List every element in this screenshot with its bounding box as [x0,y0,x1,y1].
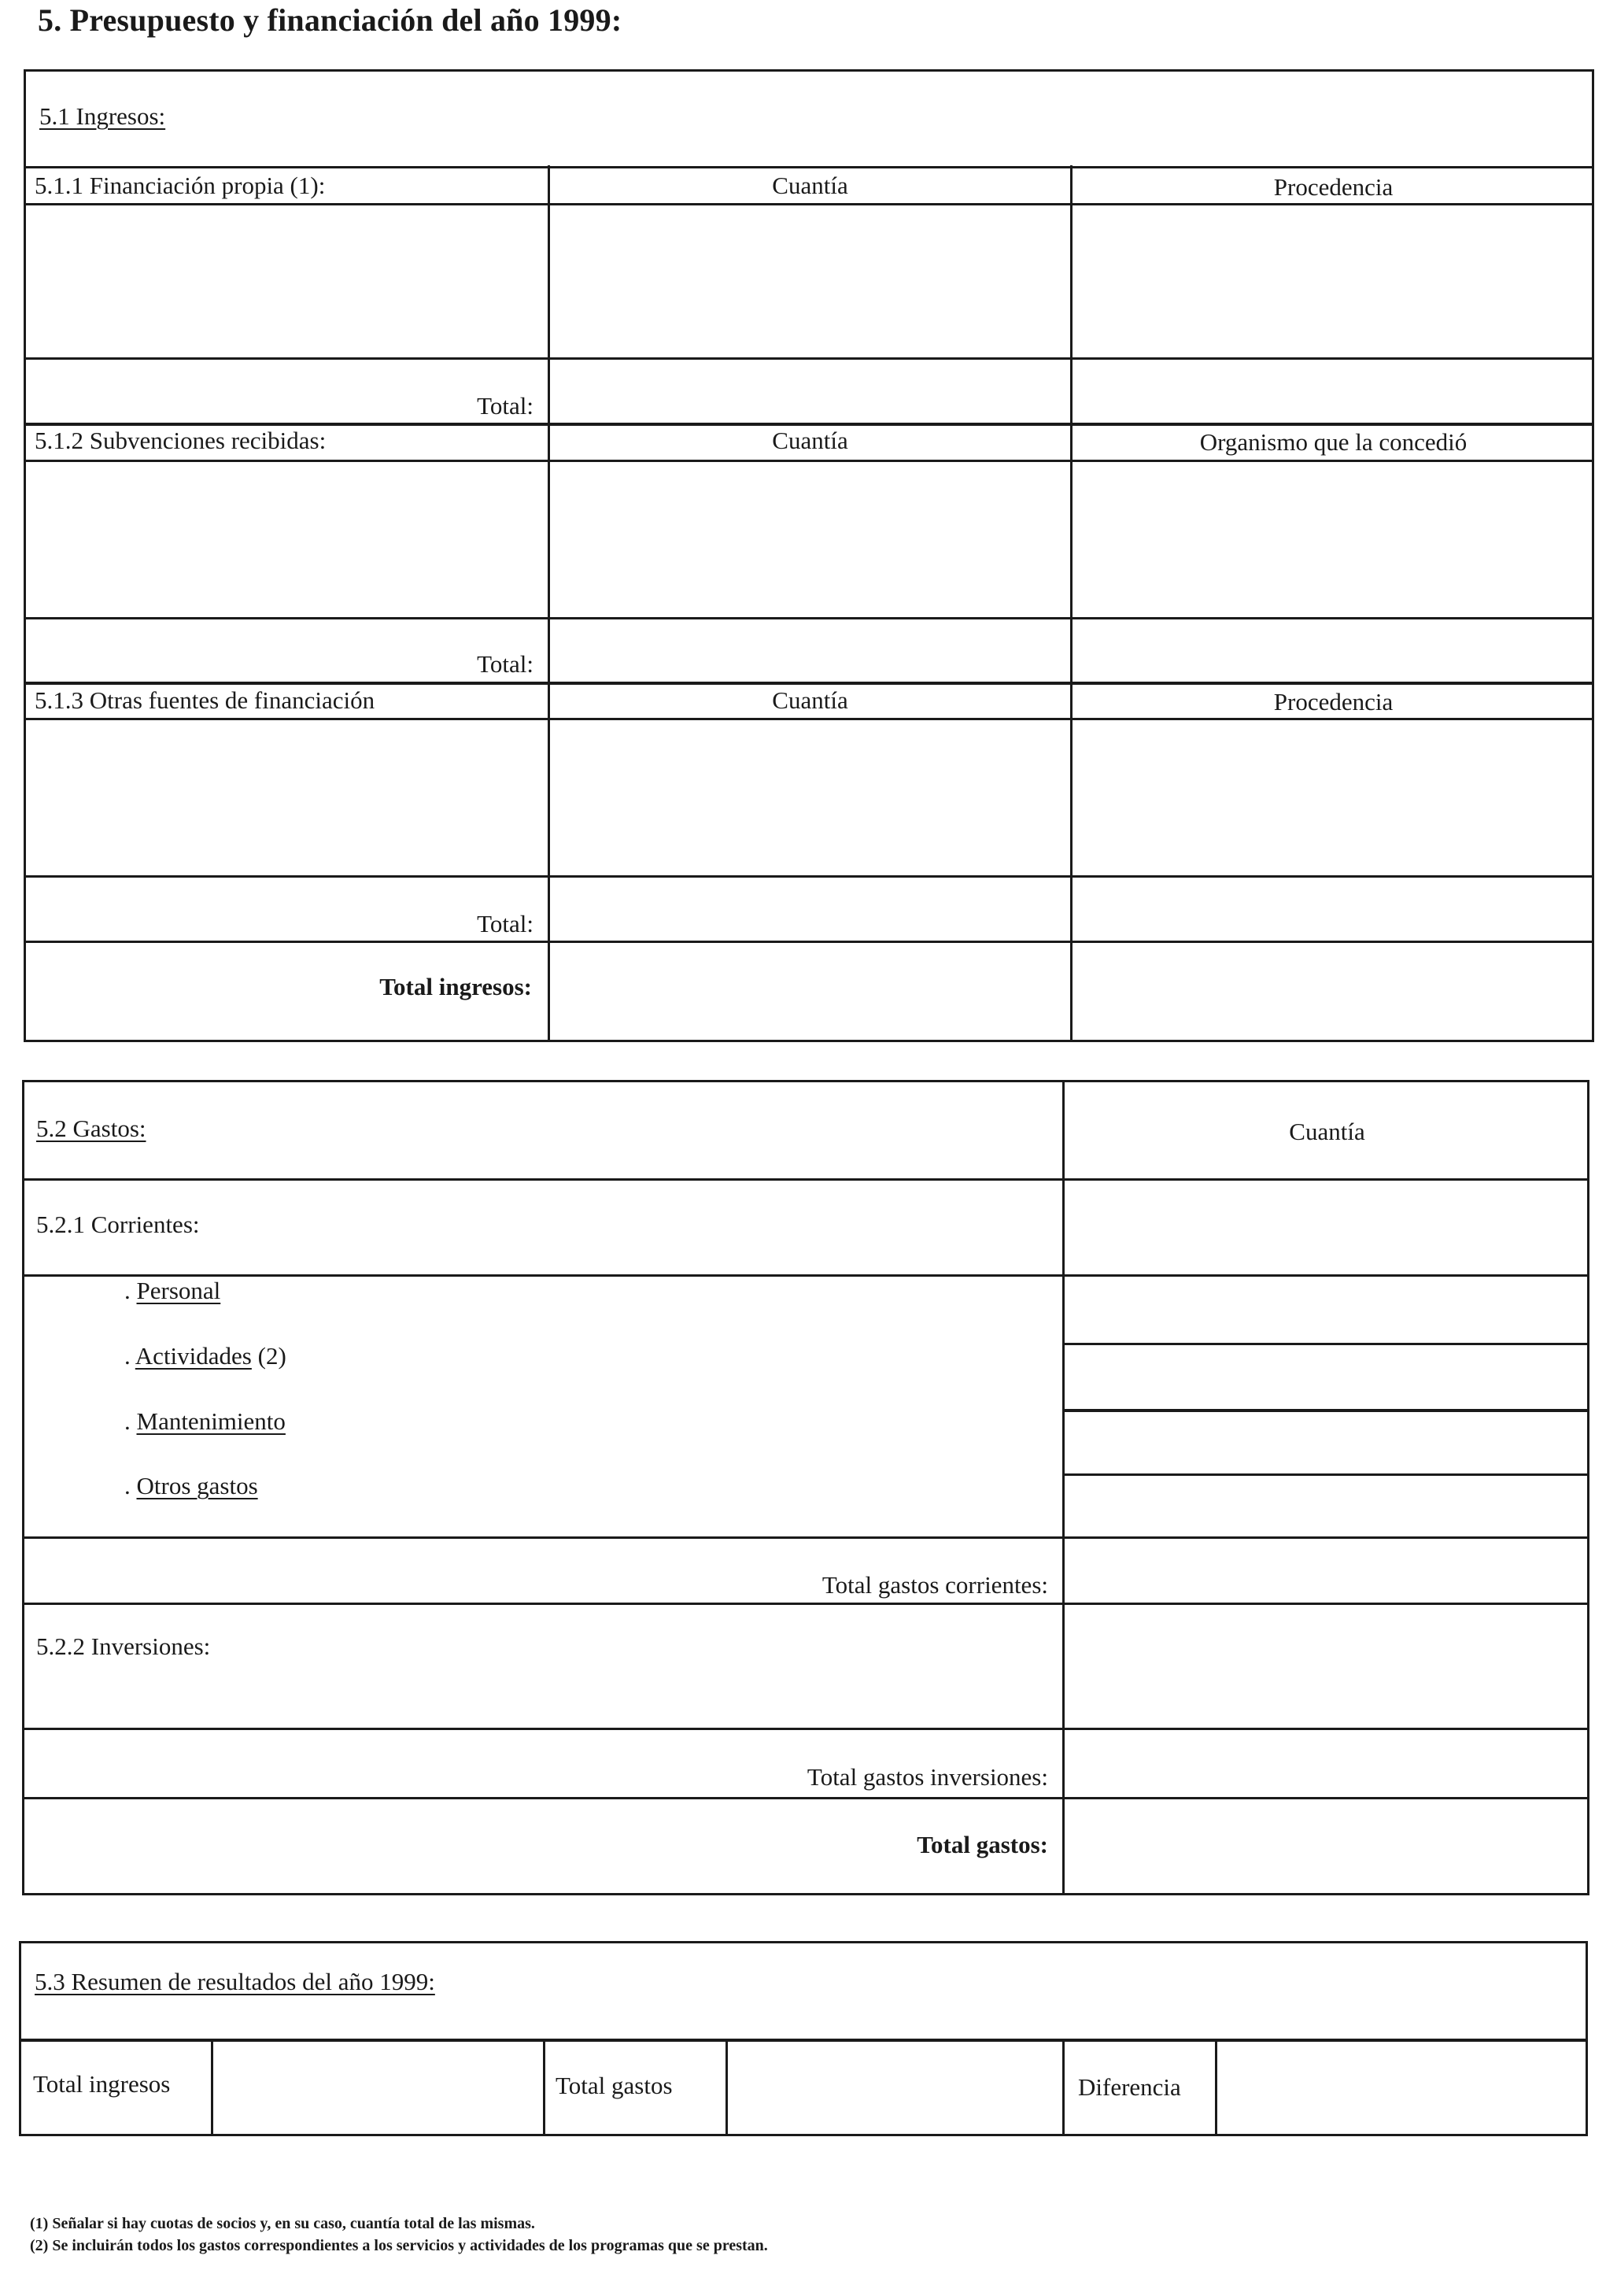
ingresos-heading: 5.1 Ingresos: [39,102,166,130]
total-corrientes-label: Total gastos corrientes: [821,1571,1048,1599]
propia-label: 5.1.1 Financiación propia (1): [35,172,326,199]
gastos-col-divider [1062,1080,1065,1894]
rule [24,682,1594,685]
ingresos-heading-box [24,69,1594,168]
rule [543,2039,545,2135]
rule [24,875,1594,878]
resumen-total-gastos-label: Total gastos [556,2072,673,2099]
page-title: 5. Presupuesto y financiación del año 1999: [38,2,622,38]
gasto-item: . Actividades (2) [124,1342,286,1370]
footnote-2: (2) Se incluirán todos los gastos correspondientes a los servicios y actividades de los programas que se prestan. [30,2237,768,2254]
rule [725,2039,728,2135]
subvenciones-col-organismo: Organismo que la concedió [1199,428,1468,456]
rule [1215,2039,1217,2135]
rule [24,423,1594,426]
propia-total-label: Total: [477,392,533,420]
rule [1062,2039,1065,2135]
inversiones-label: 5.2.2 Inversiones: [36,1632,211,1660]
gasto-item: . Otros gastos [124,1472,258,1499]
rule [24,617,1594,619]
otras-total-label: Total: [477,910,533,937]
rule [24,941,1594,943]
resumen-heading: 5.3 Resumen de resultados del año 1999: [35,1968,435,1995]
resumen-total-ingresos-label: Total ingresos [33,2070,171,2098]
propia-col-procedencia: Procedencia [1273,173,1394,201]
rule [24,718,1594,720]
resumen-diferencia-label: Diferencia [1078,2073,1181,2101]
subvenciones-total-label: Total: [477,650,533,678]
total-ingresos-label: Total ingresos: [379,973,532,1000]
subvenciones-col-cuantia: Cuantía [772,427,848,454]
rule [22,1603,1589,1605]
ingresos-col-divider-2 [1070,165,1073,1041]
gastos-heading: 5.2 Gastos: [36,1115,146,1142]
otras-col-cuantia: Cuantía [772,686,848,714]
rule [22,1274,1589,1277]
propia-col-cuantia: Cuantía [772,172,848,199]
rule [1062,1409,1589,1412]
rule [1062,1473,1589,1476]
rule [22,1728,1589,1730]
total-inversiones-label: Total gastos inversiones: [807,1763,1048,1791]
gastos-col-cuantia: Cuantía [1289,1118,1365,1145]
gasto-item: . Mantenimiento [124,1407,286,1435]
rule [22,1797,1589,1799]
ingresos-table [24,165,1594,1042]
otras-label: 5.1.3 Otras fuentes de financiación [35,686,375,714]
rule [1062,1343,1589,1345]
footnote-1: (1) Señalar si hay cuotas de socios y, en su caso, cuantía total de las mismas. [30,2215,535,2232]
subvenciones-label: 5.1.2 Subvenciones recibidas: [35,427,327,454]
rule [24,357,1594,360]
resumen-table [19,2039,1588,2136]
rule [24,460,1594,462]
rule [24,203,1594,205]
gasto-item: . Personal [124,1277,221,1304]
otras-col-procedencia: Procedencia [1273,688,1394,715]
total-gastos-label: Total gastos: [917,1831,1048,1858]
corrientes-label: 5.2.1 Corrientes: [36,1211,200,1238]
rule [22,1536,1589,1539]
rule [22,1178,1589,1181]
ingresos-col-divider-1 [548,165,550,1041]
rule [211,2039,213,2135]
